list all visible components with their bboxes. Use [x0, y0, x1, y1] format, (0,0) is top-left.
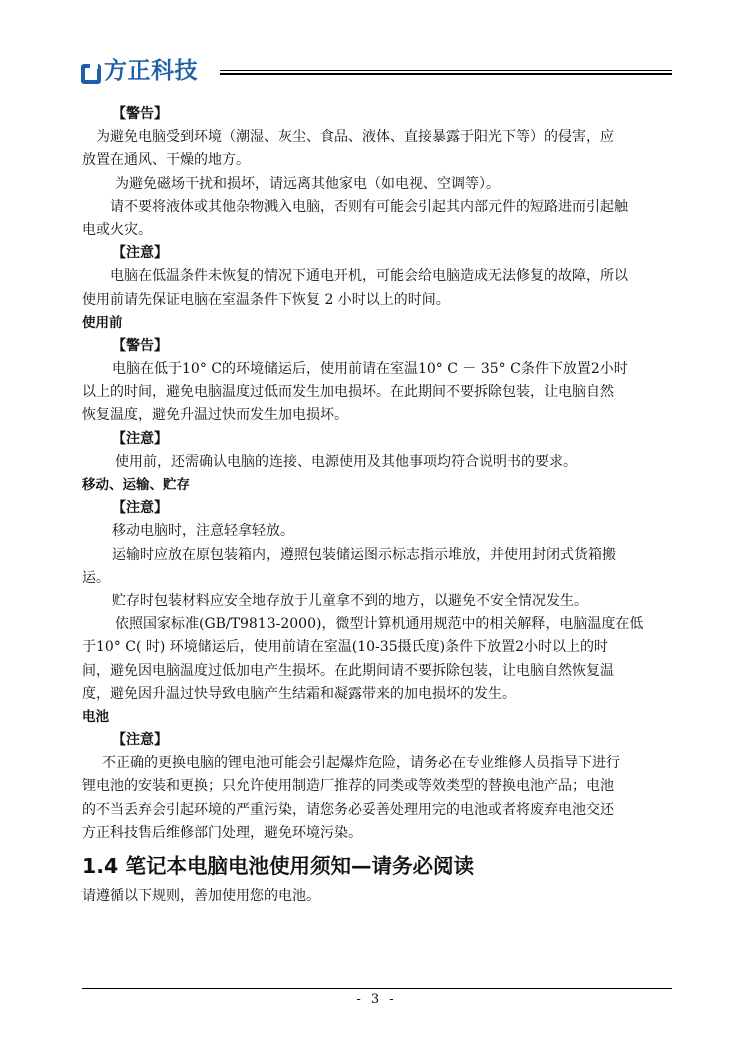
- paragraph-line: 放置在通风、干燥的地方。: [82, 152, 250, 169]
- notice-label: 【注意】: [112, 430, 168, 447]
- paragraph-line: 使用前，还需确认电脑的连接、电源使用及其他事项均符合说明书的要求。: [115, 453, 577, 470]
- paragraph-line: 以上的时间，避免电脑温度过低而发生加电损坏。在此期间不要拆除包装，让电脑自然: [82, 384, 614, 401]
- footer-rule: [82, 988, 672, 989]
- paragraph-line: 电脑在低于10° C的环境储运后，使用前请在室温10° C － 35° C条件下放置2小时: [112, 361, 628, 378]
- paragraph-line: 运输时应放在原包装箱内，遵照包装储运图示标志指示堆放，并使用封闭式货箱搬: [112, 546, 616, 563]
- intro-paragraph: 请遵循以下规则，善加使用您的电池。: [82, 888, 320, 904]
- paragraph-line: 方正科技售后维修部门处理，避免环境污染。: [82, 824, 362, 841]
- paragraph-line: 于10° C( 时) 环境储运后，使用前请在室温(10-35摄氏度)条件下放置2小时以上的时: [82, 639, 608, 656]
- header-rule-thick: [220, 73, 672, 75]
- section-heading-1-4: 1.4 笔记本电脑电池使用须知—请务必阅读: [82, 854, 474, 878]
- paragraph-line: 为避免磁场干扰和损坏，请远离其他家电（如电视、空调等）。: [115, 175, 500, 192]
- paragraph-line: 移动电脑时，注意轻拿轻放。: [112, 523, 294, 540]
- paragraph-line: 间，避免因电脑温度过低加电产生损坏。在此期间请不要拆除包装，让电脑自然恢复温: [82, 662, 614, 679]
- paragraph-line: 度，避免因升温过快导致电脑产生结霜和凝露带来的加电损坏的发生。: [82, 685, 516, 702]
- founder-logo-icon: [80, 62, 100, 82]
- paragraph-line: 电或火灾。: [82, 221, 152, 238]
- section-title-battery: 电池: [82, 708, 109, 725]
- paragraph-line: 使用前请先保证电脑在室温条件下恢复 2 小时以上的时间。: [82, 291, 450, 308]
- warning-label: 【警告】: [112, 106, 168, 122]
- paragraph-line: 为避免电脑受到环境（潮湿、灰尘、食品、液体、直接暴露于阳光下等）的侵害，应: [96, 129, 614, 146]
- notice-label: 【注意】: [112, 500, 168, 517]
- logo-text: 方正科技: [104, 58, 198, 84]
- paragraph-line: 电脑在低温条件未恢复的情况下通电开机，可能会给电脑造成无法修复的故障，所以: [110, 268, 628, 285]
- paragraph-line: 恢复温度，避免升温过快而发生加电损坏。: [82, 407, 348, 424]
- section-title-transport: 移动、运输、贮存: [82, 477, 190, 493]
- notice-label: 【注意】: [112, 245, 168, 262]
- company-logo: [80, 60, 198, 83]
- paragraph-line: 运。: [82, 569, 110, 586]
- paragraph-line: 请不要将液体或其他杂物溅入电脑，否则有可能会引起其内部元件的短路进而引起触: [110, 198, 628, 215]
- header-rule: [220, 70, 672, 71]
- paragraph-line: 的不当丢弃会引起环境的严重污染，请您务必妥善处理用完的电池或者将废弃电池交还: [82, 801, 614, 818]
- paragraph-line: 贮存时包装材料应安全地存放于儿童拿不到的地方，以避免不安全情况发生。: [112, 592, 588, 609]
- paragraph-line: 不正确的更换电脑的锂电池可能会引起爆炸危险，请务必在专业维修人员指导下进行: [102, 755, 620, 772]
- notice-label: 【注意】: [112, 732, 168, 749]
- page-header: [80, 58, 672, 98]
- page-number: - 3 -: [356, 992, 397, 1007]
- paragraph-line: 锂电池的安装和更换；只允许使用制造厂推荐的同类或等效类型的替换电池产品；电池: [82, 778, 614, 795]
- warning-label: 【警告】: [112, 337, 168, 354]
- paragraph-line: 依照国家标准(GB/T9813-2000)，微型计算机通用规范中的相关解释，电脑温度在低: [115, 616, 644, 633]
- document-body: [82, 103, 672, 908]
- section-title-before-use: 使用前: [82, 314, 123, 331]
